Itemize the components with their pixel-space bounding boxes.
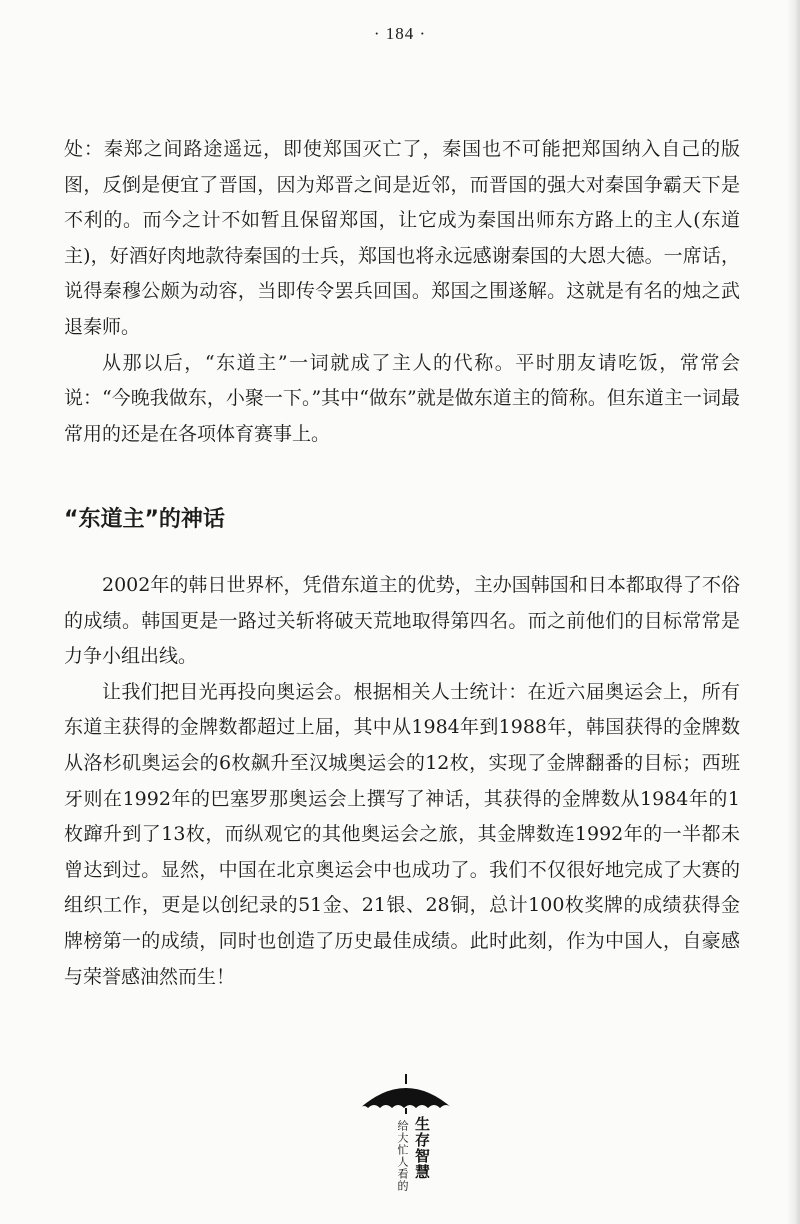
- page-edge-shadow: [786, 0, 800, 1224]
- paragraph: 从那以后，“东道主”一词就成了主人的代称。平时朋友请吃饭，常常会说：“今晚我做东，小聚一下。”其中“做东”就是做东道主的简称。但东道主一词最常用的还是在各项体育赛事上。: [64, 351, 740, 445]
- section-1-body: [64, 132, 740, 452]
- section-2-body: [64, 568, 740, 995]
- logo-title: 生存智慧: [413, 1116, 431, 1180]
- logo-subtitle: 给大忙人看的: [396, 1120, 409, 1192]
- paragraph: 处：秦郑之间路途遥远，即使郑国灭亡了，秦国也不可能把郑国纳入自己的版图，反倒是便宜了晋国，因为郑晋之间是近邻，而晋国的强大对秦国争霸天下是不利的。而今之计不如暂且保留郑国，让它成为秦国出师东方路上的主人(东道主)，好酒好肉地款待秦国的士兵，郑国也将永远感谢秦国的大恩大德。一席话，说得秦穆公颇为动容，当即传令罢兵回国。郑国之围遂解。这就是有名的烛之武退秦师。: [64, 138, 740, 338]
- page-number: · 184 ·: [373, 24, 427, 43]
- paragraph: 2002年的韩日世界杯，凭借东道主的优势，主办国韩国和日本都取得了不俗的成绩。韩国更是一路过关斩将破天荒地取得第四名。而之前他们的目标常常是力争小组出线。: [64, 574, 740, 668]
- paragraph: 让我们把目光再投向奥运会。根据相关人士统计：在近六届奥运会上，所有东道主获得的金牌数都超过上届，其中从1984年到1988年，韩国获得的金牌数从洛杉矶奥运会的6枚飙升至汉城奥运会的12枚，实现了金牌翻番的目标；西班牙则在1992年的巴塞罗那奥运会上撰写了神话，其获得的金牌数从1984年的1枚蹿升到了13枚，而纵观它的其他奥运会之旅，其金牌数连1992年的一半都未曾达到过。显然，中国在北京奥运会中也成功了。我们不仅很好地完成了大赛的组织工作，更是以创纪录的51金、21银、28铜，总计100枚奖牌的成绩获得金牌榜第一的成绩，同时也创造了历史最佳成绩。此时此刻，作为中国人，自豪感与荣誉感油然而生！: [64, 680, 740, 988]
- book-series-logo: [356, 1070, 476, 1200]
- section-heading: “东道主”的神话: [64, 507, 225, 532]
